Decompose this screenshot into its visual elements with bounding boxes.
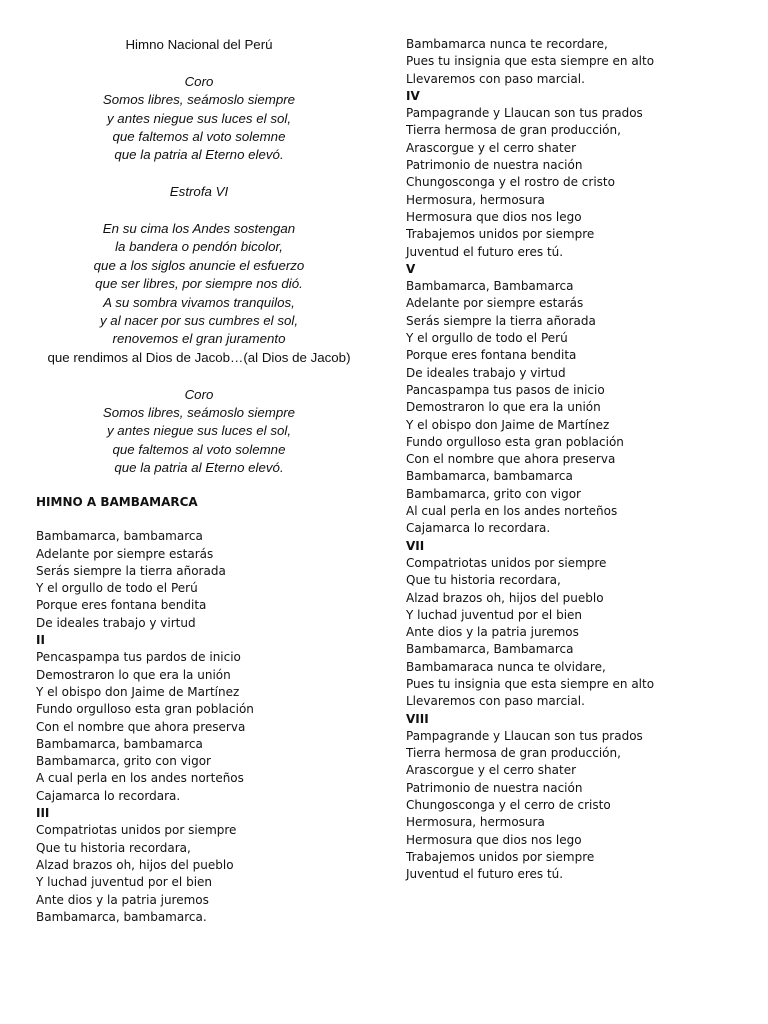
verse-line: Chungosconga y el rostro de cristo [406, 175, 615, 190]
coro-line: Somos libres, seámoslo siempre [102, 405, 296, 421]
verse-line: Porque eres fontana bendita [406, 348, 577, 363]
estrofa-line: que rendimos al Dios de Jacob…(al Dios de Jacob) [47, 349, 351, 365]
verse-line: Hermosura, hermosura [406, 815, 545, 830]
hymn-right-verses [406, 36, 746, 884]
verse-line: Pampagrande y Llaucan son tus prados [406, 106, 643, 121]
verse-line: Con el nombre que ahora preserva [36, 719, 246, 734]
coro-line: que faltemos al voto solemne [112, 129, 286, 145]
verse-line: Tierra hermosa de gran producción, [406, 123, 621, 138]
left-column [36, 36, 386, 926]
estrofa-line: que ser libres, por siempre nos dió. [95, 276, 303, 292]
verse-line: Trabajemos unidos por siempre [406, 849, 595, 864]
verse-line: Adelante por siempre estarás [36, 546, 214, 561]
right-column [406, 36, 746, 884]
estrofa-line: En su cima los Andes sostengan [102, 221, 296, 237]
verse-line: Y luchad juventud por el bien [36, 875, 213, 890]
hymn-left-verses [36, 528, 386, 926]
spacer [36, 367, 362, 385]
anthem-title: Himno Nacional del Perú [125, 37, 273, 52]
verse-line: Pues tu insignia que esta siempre en alto [406, 54, 655, 69]
verse-line: Hermosura, hermosura [406, 192, 545, 207]
coro-line: que faltemos al voto solemne [112, 441, 286, 457]
verse-number: VII [406, 538, 425, 553]
verse-line: Bambamarca, bambamarca [406, 469, 573, 484]
coro-label: Coro [184, 73, 214, 89]
estrofa-line: que a los siglos anuncie el esfuerzo [93, 257, 305, 273]
verse-line: Bambamarca, grito con vigor [36, 754, 211, 769]
verse-line: Pues tu insignia que esta siempre en alto [406, 676, 655, 691]
verse-line: Ante dios y la patria juremos [36, 892, 209, 907]
verse-line: Demostraron lo que era la unión [36, 667, 231, 682]
verse-line: Pampagrande y Llaucan son tus prados [406, 728, 643, 743]
verse-line: Compatriotas unidos por siempre [406, 555, 607, 570]
verse-number: V [406, 261, 416, 276]
verse-line: Y luchad juventud por el bien [406, 607, 583, 622]
verse-line: Arascorgue y el cerro shater [406, 140, 577, 155]
coro-line: Somos libres, seámoslo siempre [102, 92, 296, 108]
verse-line: Y el orgullo de todo el Perú [406, 331, 568, 346]
estrofa-label: Estrofa VI [169, 184, 229, 200]
verse-line: Demostraron lo que era la unión [406, 400, 601, 415]
verse-line: Bambamarca, bambamarca [36, 529, 203, 544]
verse-line: Serás siempre la tierra añorada [36, 563, 226, 578]
verse-line: Bambamarca, Bambamarca [406, 642, 574, 657]
verse-line: Cajamarca lo recordara. [406, 521, 551, 536]
verse-line: Hermosura que dios nos lego [406, 209, 582, 224]
verse-line: Fundo orgulloso esta gran población [406, 434, 624, 449]
verse-line: Porque eres fontana bendita [36, 598, 207, 613]
national-anthem-block [36, 36, 362, 478]
spacer [36, 511, 386, 528]
estrofa-line: y al nacer por sus cumbres el sol, [99, 313, 299, 329]
hymn-title: HIMNO A BAMBAMARCA [36, 494, 198, 509]
verse-line: Serás siempre la tierra añorada [406, 313, 596, 328]
verse-line: Patrimonio de nuestra nación [406, 158, 583, 173]
verse-line: Pancaspampa tus pasos de inicio [406, 382, 605, 397]
verse-line: Y el obispo don Jaime de Martínez [36, 684, 240, 699]
coro-line: y antes niegue sus luces el sol, [106, 110, 292, 126]
coro-label: Coro [184, 386, 214, 402]
spacer [36, 54, 362, 72]
verse-line: Bambamarca, bambamarca. [36, 909, 207, 924]
verse-line: Que tu historia recordara, [36, 840, 191, 855]
verse-line: Alzad brazos oh, hijos del pueblo [406, 590, 604, 605]
spacer [36, 202, 362, 220]
coro-line: y antes niegue sus luces el sol, [106, 423, 292, 439]
verse-line: De ideales trabajo y virtud [406, 365, 566, 380]
verse-line: Cajamarca lo recordara. [36, 788, 181, 803]
estrofa-line: renovemos el gran juramento [112, 331, 286, 347]
coro-line: que la patria al Eterno elevó. [114, 460, 284, 476]
verse-line: Alzad brazos oh, hijos del pueblo [36, 857, 234, 872]
verse-line: Trabajemos unidos por siempre [406, 227, 595, 242]
verse-line: A cual perla en los andes norteños [36, 771, 244, 786]
verse-line: Bambamarca, grito con vigor [406, 486, 581, 501]
verse-number: VIII [406, 711, 429, 726]
verse-line: Bambamarca, Bambamarca [406, 279, 574, 294]
verse-line: Patrimonio de nuestra nación [406, 780, 583, 795]
verse-number: III [36, 806, 50, 821]
verse-line: Hermosura que dios nos lego [406, 832, 582, 847]
verse-line: Y el orgullo de todo el Perú [36, 581, 198, 596]
verse-line: Bambamaraca nunca te olvidare, [406, 659, 606, 674]
verse-line: Bambamarca, bambamarca [36, 736, 203, 751]
verse-line: Compatriotas unidos por siempre [36, 823, 237, 838]
verse-line: Tierra hermosa de gran producción, [406, 746, 621, 761]
verse-line: Al cual perla en los andes norteños [406, 504, 618, 519]
verse-line: Chungosconga y el cerro de cristo [406, 798, 611, 813]
verse-line: Ante dios y la patria juremos [406, 625, 579, 640]
verse-line: Bambamarca nunca te recordare, [406, 37, 608, 51]
estrofa-line: la bandera o pendón bicolor, [115, 239, 283, 255]
verse-number: II [36, 633, 45, 648]
verse-line: Llevaremos con paso marcial. [406, 694, 585, 709]
verse-line: Llevaremos con paso marcial. [406, 71, 585, 86]
estrofa-line: A su sombra vivamos tranquilos, [103, 294, 295, 310]
verse-line: Con el nombre que ahora preserva [406, 452, 616, 467]
verse-line: Que tu historia recordara, [406, 573, 561, 588]
verse-line: Arascorgue y el cerro shater [406, 763, 577, 778]
verse-line: Pencaspampa tus pardos de inicio [36, 650, 241, 665]
coro-line: que la patria al Eterno elevó. [114, 147, 284, 163]
verse-line: Adelante por siempre estarás [406, 296, 584, 311]
verse-line: De ideales trabajo y virtud [36, 615, 196, 630]
verse-line: Juventud el futuro eres tú. [406, 867, 564, 882]
verse-number: IV [406, 88, 420, 103]
verse-line: Y el obispo don Jaime de Martínez [406, 417, 610, 432]
verse-line: Juventud el futuro eres tú. [406, 244, 564, 259]
spacer [36, 165, 362, 183]
verse-line: Fundo orgulloso esta gran población [36, 702, 254, 717]
